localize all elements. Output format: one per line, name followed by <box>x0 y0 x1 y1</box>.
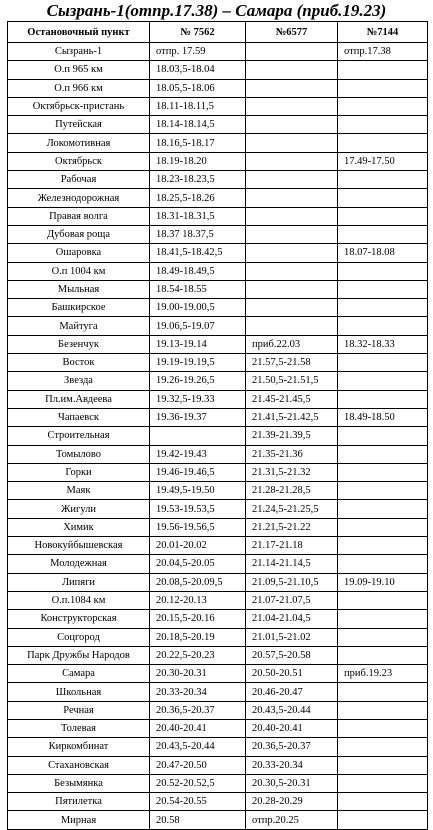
train-7144-time-cell: приб.19.23 <box>338 665 428 683</box>
train-6577-time-cell <box>246 61 338 79</box>
train-7144-time-cell: отпр.17.38 <box>338 43 428 61</box>
train-6577-time-cell <box>246 317 338 335</box>
train-6577-time-cell: 20.28-20.29 <box>246 793 338 811</box>
header-row <box>8 22 428 43</box>
table-row <box>8 482 428 500</box>
stop-name-cell: Правая волга <box>8 207 150 225</box>
train-7562-time-cell: 20.15,5-20.16 <box>150 610 246 628</box>
train-6577-time-cell: 20.46-20.47 <box>246 683 338 701</box>
table-row <box>8 591 428 609</box>
train-7144-time-cell <box>338 628 428 646</box>
train-7562-time-cell: 18.25,5-18.26 <box>150 189 246 207</box>
train-7144-time-cell <box>338 262 428 280</box>
train-7562-time-cell: 20.36,5-20.37 <box>150 701 246 719</box>
train-6577-time-cell: 21.01,5-21.02 <box>246 628 338 646</box>
table-row <box>8 171 428 189</box>
train-7562-time-cell: 19.46-19.46,5 <box>150 463 246 481</box>
train-6577-time-cell: 21.09,5-21.10,5 <box>246 573 338 591</box>
stop-name-cell: Рабочая <box>8 171 150 189</box>
table-row <box>8 207 428 225</box>
train-7144-time-cell <box>338 482 428 500</box>
train-7144-time-cell <box>338 500 428 518</box>
train-7144-time-cell <box>338 390 428 408</box>
train-7562-time-cell: 18.14-18.14,5 <box>150 116 246 134</box>
train-7562-time-cell: 20.18,5-20.19 <box>150 628 246 646</box>
train-6577-time-cell: 21.07-21.07,5 <box>246 591 338 609</box>
table-row <box>8 225 428 243</box>
train-6577-time-cell: 21.28-21.28,5 <box>246 482 338 500</box>
train-7144-time-cell <box>338 116 428 134</box>
stop-name-cell: Парк Дружбы Народов <box>8 646 150 664</box>
train-6577-time-cell: 20.50-20.51 <box>246 665 338 683</box>
stop-name-cell: Соцгород <box>8 628 150 646</box>
train-7562-time-cell: 19.42-19.43 <box>150 445 246 463</box>
stop-name-cell: Липяги <box>8 573 150 591</box>
stop-name-cell: Ошаровка <box>8 244 150 262</box>
train-7144-time-cell <box>338 738 428 756</box>
train-7144-time-cell: 18.49-18.50 <box>338 408 428 426</box>
train-7562-time-cell: 19.36-19.37 <box>150 408 246 426</box>
train-6577-time-cell: 21.24,5-21.25,5 <box>246 500 338 518</box>
train-7144-time-cell <box>338 701 428 719</box>
train-6577-time-cell <box>246 116 338 134</box>
train-6577-time-cell: 21.39-21.39,5 <box>246 427 338 445</box>
train-7562-time-cell: 18.23-18.23,5 <box>150 171 246 189</box>
stop-name-cell: Дубовая роща <box>8 225 150 243</box>
table-row <box>8 683 428 701</box>
train-7562-time-cell: 18.16,5-18.17 <box>150 134 246 152</box>
train-6577-time-cell <box>246 299 338 317</box>
train-7562-time-cell: 20.43,5-20.44 <box>150 738 246 756</box>
train-6577-time-cell <box>246 171 338 189</box>
train-7144-time-cell <box>338 372 428 390</box>
table-row <box>8 445 428 463</box>
train-7562-time-cell: 19.26-19.26,5 <box>150 372 246 390</box>
stop-name-cell: Октябрьск <box>8 152 150 170</box>
train-7144-time-cell <box>338 683 428 701</box>
train-7562-time-cell: 18.54-18.55 <box>150 280 246 298</box>
train-6577-time-cell: 20.30,5-20.31 <box>246 774 338 792</box>
train-6577-time-cell <box>246 262 338 280</box>
stop-name-cell: Мыльная <box>8 280 150 298</box>
train-7144-time-cell <box>338 171 428 189</box>
table-row <box>8 518 428 536</box>
table-row <box>8 335 428 353</box>
table-row <box>8 646 428 664</box>
table-row <box>8 427 428 445</box>
table-row <box>8 262 428 280</box>
train-6577-time-cell: 21.35-21.36 <box>246 445 338 463</box>
train-7562-time-cell: 18.49-18.49,5 <box>150 262 246 280</box>
stop-name-cell: Пятилетка <box>8 793 150 811</box>
table-row <box>8 97 428 115</box>
train-6577-time-cell: приб.22.03 <box>246 335 338 353</box>
table-row <box>8 463 428 481</box>
table-row <box>8 628 428 646</box>
train-7562-time-cell: 18.05,5-18.06 <box>150 79 246 97</box>
train-7562-time-cell: 20.52-20.52,5 <box>150 774 246 792</box>
table-row <box>8 610 428 628</box>
train-7144-time-cell <box>338 793 428 811</box>
stop-name-cell: Конструкторская <box>8 610 150 628</box>
stop-name-cell: Толевая <box>8 719 150 737</box>
train-6577-time-cell: 21.31,5-21.32 <box>246 463 338 481</box>
table-row <box>8 500 428 518</box>
stop-name-cell: Чапаевск <box>8 408 150 426</box>
stop-name-cell: Новокуйбышевская <box>8 537 150 555</box>
train-7144-time-cell <box>338 518 428 536</box>
stop-name-cell: Безенчук <box>8 335 150 353</box>
table-row <box>8 134 428 152</box>
stop-name-cell: Сызрань-1 <box>8 43 150 61</box>
train-7144-time-cell <box>338 463 428 481</box>
train-7562-time-cell: 20.54-20.55 <box>150 793 246 811</box>
table-row <box>8 43 428 61</box>
stop-name-cell: О.п.1084 км <box>8 591 150 609</box>
stop-name-cell: Звезда <box>8 372 150 390</box>
train-6577-time-cell: 21.57,5-21.58 <box>246 354 338 372</box>
stop-name-cell: Путейская <box>8 116 150 134</box>
table-row <box>8 354 428 372</box>
train-7144-time-cell <box>338 207 428 225</box>
table-row <box>8 719 428 737</box>
train-7562-time-cell: отпр. 17.59 <box>150 43 246 61</box>
train-6577-time-cell <box>246 134 338 152</box>
train-7144-time-cell: 18.32-18.33 <box>338 335 428 353</box>
train-7144-time-cell <box>338 189 428 207</box>
train-7562-time-cell <box>150 427 246 445</box>
stop-name-cell: Локомотивная <box>8 134 150 152</box>
stop-name-cell: О.п 966 км <box>8 79 150 97</box>
train-7144-time-cell <box>338 299 428 317</box>
train-6577-time-cell <box>246 43 338 61</box>
train-7562-time-cell: 20.22,5-20.23 <box>150 646 246 664</box>
train-7562-time-cell: 19.00-19.00,5 <box>150 299 246 317</box>
stop-name-cell: Безымянка <box>8 774 150 792</box>
stop-name-cell: Школьная <box>8 683 150 701</box>
train-7562-time-cell: 20.08,5-20.09,5 <box>150 573 246 591</box>
stop-name-cell: Мирная <box>8 811 150 829</box>
train-6577-time-cell: 21.14-21.14,5 <box>246 555 338 573</box>
train-6577-time-cell: 20.57,5-20.58 <box>246 646 338 664</box>
train-6577-time-cell: 21.17-21.18 <box>246 537 338 555</box>
stop-name-cell: О.п 1004 км <box>8 262 150 280</box>
train-7562-time-cell: 18.19-18.20 <box>150 152 246 170</box>
stop-name-cell: Горки <box>8 463 150 481</box>
stop-name-cell: Молодежная <box>8 555 150 573</box>
table-row <box>8 665 428 683</box>
stop-name-cell: О.п 965 км <box>8 61 150 79</box>
train-7144-time-cell <box>338 97 428 115</box>
train-7144-time-cell <box>338 317 428 335</box>
train-7562-time-cell: 19.56-19.56,5 <box>150 518 246 536</box>
train-7562-time-cell: 18.31-18.31,5 <box>150 207 246 225</box>
stop-name-cell: Железнодорожная <box>8 189 150 207</box>
table-row <box>8 244 428 262</box>
train-7562-time-cell: 20.40-20.41 <box>150 719 246 737</box>
train-7144-time-cell <box>338 354 428 372</box>
table-row <box>8 573 428 591</box>
table-row <box>8 738 428 756</box>
train-7562-time-cell: 20.30-20.31 <box>150 665 246 683</box>
train-6577-time-cell <box>246 225 338 243</box>
table-row <box>8 116 428 134</box>
train-7562-time-cell: 18.11-18.11,5 <box>150 97 246 115</box>
table-row <box>8 152 428 170</box>
train-7144-time-cell <box>338 811 428 829</box>
train-7562-time-cell: 19.49,5-19.50 <box>150 482 246 500</box>
train-6577-time-cell: 21.41,5-21.42,5 <box>246 408 338 426</box>
train-6577-time-cell: отпр.20.25 <box>246 811 338 829</box>
train-7144-time-cell <box>338 537 428 555</box>
stop-name-cell: Башкирское <box>8 299 150 317</box>
table-row <box>8 299 428 317</box>
header-stop: Остановочный пункт <box>8 22 150 43</box>
table-row <box>8 317 428 335</box>
stop-name-cell: Химик <box>8 518 150 536</box>
header-train-7562: № 7562 <box>150 22 246 43</box>
table-row <box>8 189 428 207</box>
train-7144-time-cell <box>338 610 428 628</box>
stop-name-cell: Маяк <box>8 482 150 500</box>
train-6577-time-cell <box>246 79 338 97</box>
train-7562-time-cell: 20.33-20.34 <box>150 683 246 701</box>
stop-name-cell: Жигули <box>8 500 150 518</box>
train-7144-time-cell <box>338 61 428 79</box>
train-7562-time-cell: 18.03,5-18.04 <box>150 61 246 79</box>
schedule-title: Сызрань-1(отпр.17.38) – Самара (приб.19.23) <box>46 1 387 20</box>
table-row <box>8 793 428 811</box>
train-6577-time-cell <box>246 280 338 298</box>
stop-name-cell: Томылово <box>8 445 150 463</box>
stop-name-cell: Октябрьск-пристань <box>8 97 150 115</box>
train-7144-time-cell <box>338 756 428 774</box>
train-7144-time-cell <box>338 427 428 445</box>
table-row <box>8 61 428 79</box>
train-6577-time-cell <box>246 207 338 225</box>
schedule-rows <box>8 43 428 830</box>
train-7562-time-cell: 19.19-19.19,5 <box>150 354 246 372</box>
train-7562-time-cell: 20.47-20.50 <box>150 756 246 774</box>
train-7144-time-cell <box>338 134 428 152</box>
train-6577-time-cell: 20.43,5-20.44 <box>246 701 338 719</box>
stop-name-cell: Речная <box>8 701 150 719</box>
train-7144-time-cell <box>338 225 428 243</box>
train-6577-time-cell <box>246 97 338 115</box>
train-6577-time-cell <box>246 152 338 170</box>
table-row <box>8 79 428 97</box>
stop-name-cell: Восток <box>8 354 150 372</box>
stop-name-cell: Стахановская <box>8 756 150 774</box>
train-7144-time-cell <box>338 774 428 792</box>
train-7562-time-cell: 20.12-20.13 <box>150 591 246 609</box>
train-7562-time-cell: 20.58 <box>150 811 246 829</box>
train-7562-time-cell: 19.13-19.14 <box>150 335 246 353</box>
train-6577-time-cell: 20.36,5-20.37 <box>246 738 338 756</box>
header-train-6577: №6577 <box>246 22 338 43</box>
train-6577-time-cell: 21.45-21.45,5 <box>246 390 338 408</box>
train-7562-time-cell: 20.01-20.02 <box>150 537 246 555</box>
table-row <box>8 372 428 390</box>
table-row <box>8 390 428 408</box>
train-7144-time-cell: 18.07-18.08 <box>338 244 428 262</box>
header-train-7144: №7144 <box>338 22 428 43</box>
stop-name-cell: Самара <box>8 665 150 683</box>
train-6577-time-cell <box>246 189 338 207</box>
train-6577-time-cell: 20.33-20.34 <box>246 756 338 774</box>
train-7144-time-cell: 17.49-17.50 <box>338 152 428 170</box>
table-row <box>8 701 428 719</box>
table-row <box>8 811 428 829</box>
train-7144-time-cell <box>338 79 428 97</box>
train-6577-time-cell: 21.50,5-21.51,5 <box>246 372 338 390</box>
train-7144-time-cell <box>338 719 428 737</box>
train-7144-time-cell <box>338 591 428 609</box>
table-row <box>8 555 428 573</box>
train-7144-time-cell <box>338 445 428 463</box>
table-row <box>8 756 428 774</box>
train-6577-time-cell <box>246 244 338 262</box>
train-7562-time-cell: 18.37 18.37,5 <box>150 225 246 243</box>
train-7562-time-cell: 19.53-19.53,5 <box>150 500 246 518</box>
schedule-table <box>7 21 428 830</box>
train-7562-time-cell: 19.06,5-19.07 <box>150 317 246 335</box>
train-7144-time-cell <box>338 646 428 664</box>
table-row <box>8 774 428 792</box>
stop-name-cell: Строительная <box>8 427 150 445</box>
train-7144-time-cell <box>338 280 428 298</box>
stop-name-cell: Киркомбинат <box>8 738 150 756</box>
stop-name-cell: Майтуга <box>8 317 150 335</box>
table-row <box>8 280 428 298</box>
train-6577-time-cell: 20.40-20.41 <box>246 719 338 737</box>
train-7144-time-cell <box>338 555 428 573</box>
train-6577-time-cell: 21.04-21.04,5 <box>246 610 338 628</box>
train-6577-time-cell: 21.21,5-21.22 <box>246 518 338 536</box>
table-row <box>8 408 428 426</box>
stop-name-cell: Пл.им.Авдеева <box>8 390 150 408</box>
table-row <box>8 537 428 555</box>
train-7562-time-cell: 19.32,5-19.33 <box>150 390 246 408</box>
train-7562-time-cell: 20.04,5-20.05 <box>150 555 246 573</box>
train-7562-time-cell: 18.41,5-18.42,5 <box>150 244 246 262</box>
train-7144-time-cell: 19.09-19.10 <box>338 573 428 591</box>
